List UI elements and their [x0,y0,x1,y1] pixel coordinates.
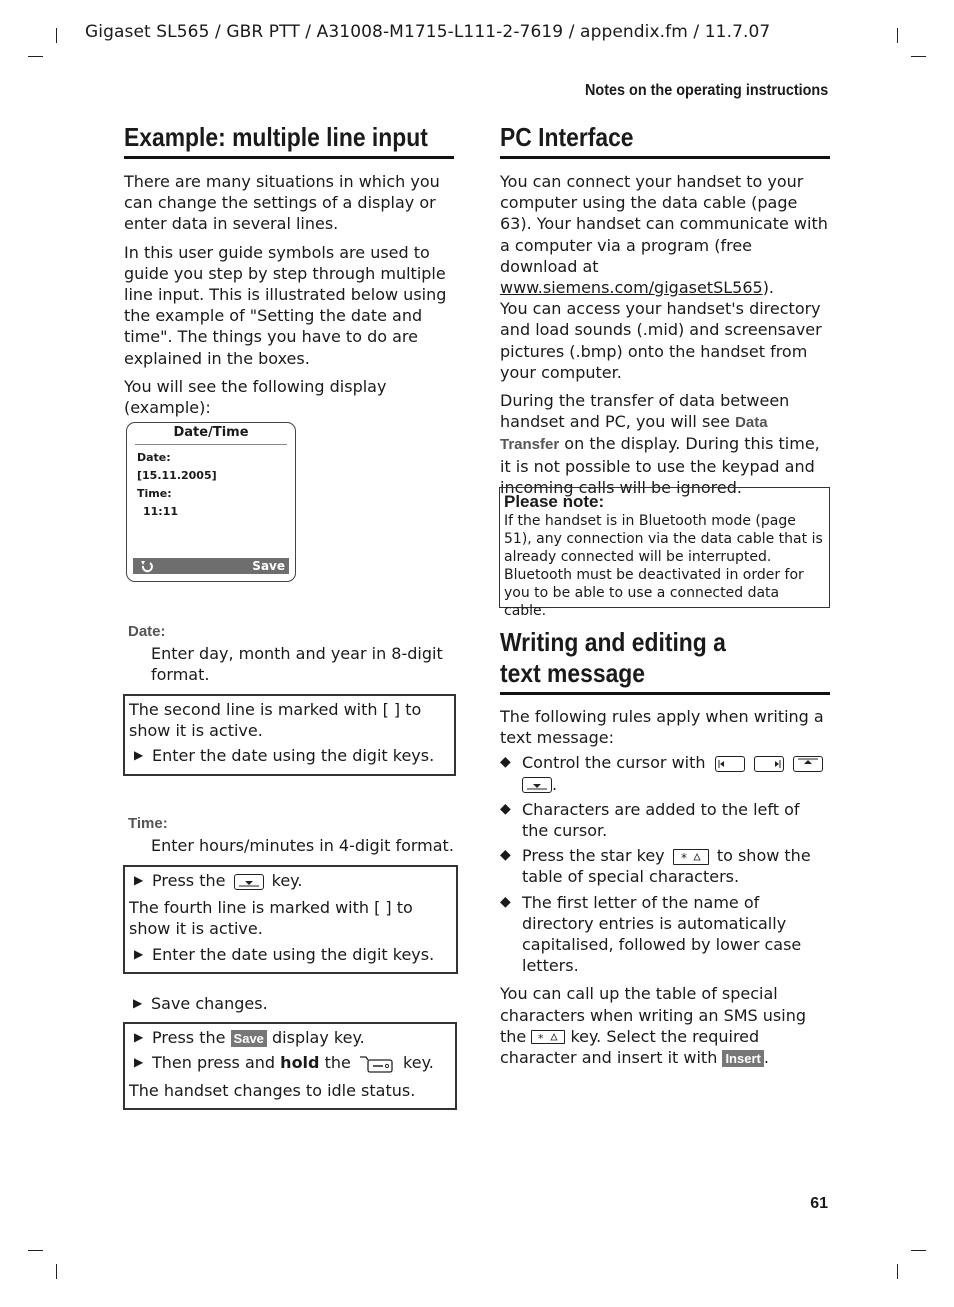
step-text: Then press and [152,1053,276,1073]
instruction-step [129,745,450,766]
nav-down-key-icon [234,874,264,890]
instruction-step [129,1052,451,1074]
right-column [500,122,830,498]
date-description: Enter day, month and year in 8-digit format. [151,644,443,685]
step-arrow-icon: ▶ [134,946,144,961]
please-note-box [499,487,830,619]
paragraph [500,171,830,298]
heading-writing-sms [500,627,790,689]
step-arrow-icon: ▶ [134,873,144,887]
step-text: key. [271,871,303,890]
save-changes-step [128,993,268,1014]
display-row: 11:11 [143,505,179,518]
bullet-item [500,845,830,887]
end-call-key-icon [358,1054,396,1074]
star-key-icon [673,849,709,865]
heading-multiple-line-input: Example: multiple line input [124,122,428,152]
display-softkey-bar [133,558,289,574]
back-arrow-icon [139,559,155,573]
step-text: Save changes. [151,994,268,1013]
insert-softkey-badge: Insert [722,1050,763,1067]
page-number: 61 [810,1195,828,1212]
display-title: Date/Time [173,425,249,440]
left-column [124,122,454,418]
text-span: ). [762,278,775,298]
paragraph: In this user guide symbols are used to guide you step by step through multiple line input. This is illustrated below using the example of "Setting the date and time". The things you have to do are explained in the boxes. [124,242,447,368]
text-span: You can connect your handset to your computer using the data cable (page 63). Your handset can communicate with a computer via a program (free download at [500,172,828,276]
step-text: Press the [152,871,226,890]
step-arrow-icon: ▶ [134,748,144,763]
text-span: You can call up the table of special characters when writing an SMS using the [500,984,806,1046]
step-arrow-icon: ▶ [133,996,143,1010]
crop-mark [56,28,57,43]
paragraph: There are many situations in which you can change the settings of a display or enter data in several lines. [124,172,440,234]
heading-pc-interface: PC Interface [500,122,634,152]
handset-display [126,422,296,582]
diamond-bullet-icon: ◆ [500,847,511,864]
bullet-text: to show the table of special characters. [522,846,811,887]
svg-text:*: * [538,1032,544,1044]
instruction-box-2 [123,865,458,974]
instruction-box-1 [123,694,456,776]
heading-line: text message [500,658,645,688]
bullet-item [500,799,830,841]
display-row: [15.11.2005] [137,469,217,482]
diamond-bullet-icon: ◆ [500,893,511,910]
box-text: The fourth line is marked with [ ] to show it is active. [129,898,413,939]
nav-left-key-icon [715,756,745,772]
paragraph: The following rules apply when writing a text message: [500,707,824,748]
crop-mark [911,56,926,57]
text-span: During the transfer of data between handset and PC, you will see [500,391,790,432]
step-arrow-icon: ▶ [134,1055,144,1070]
crop-mark [911,1250,926,1251]
step-text: the [324,1053,351,1073]
bullet-text: Control the cursor with [522,753,706,773]
instruction-step [129,944,452,965]
paragraph: You can access your handset's directory and load sounds (.mid) and screensaver pictures (.bmp) onto the handset from your computer. [500,299,822,382]
sms-section [500,627,830,1068]
running-head: Notes on the operating instructions [584,82,828,99]
time-label: Time: [128,815,168,832]
data-transfer-display-text: Data Transfer [500,414,768,454]
bullet-item: ◆ Control the cursor with . [500,752,830,794]
step-bold-text: hold [280,1053,320,1073]
save-softkey-label: Save [252,559,285,573]
instruction-box-3 [123,1022,457,1110]
nav-right-key-icon [754,756,784,772]
box-text: The second line is marked with [ ] to show it is active. [129,700,422,741]
display-row: Time: [137,487,172,500]
crop-mark [897,28,898,43]
text-span: on the display. During this time, it is not possible to use the keypad and incoming calls will be ignored. [500,434,820,497]
heading-line: Writing and editing a [500,627,726,657]
step-text: Press the [152,1028,226,1047]
bullet-text: Press the star key [522,846,665,866]
save-softkey-badge: Save [231,1030,267,1047]
crop-mark [897,1264,898,1279]
paragraph: You will see the following display (example): [124,376,387,418]
crop-mark [56,1264,57,1279]
note-title: Please note: [504,492,605,511]
svg-text:*: * [680,850,687,864]
step-text: key. [403,1053,434,1073]
note-text: If the handset is in Bluetooth mode (page 51), any connection via the data cable that is already connected will be interrupted. Bluetooth must be deactivated in order for you to be able to use a connected data cable. [504,513,823,619]
diamond-bullet-icon: ◆ [500,754,511,771]
crop-mark [28,56,43,57]
instruction-step [129,1027,451,1048]
time-description: Enter hours/minutes in 4-digit format. [151,836,454,855]
box-text: The handset changes to idle status. [129,1080,416,1100]
star-key-icon [531,1030,565,1044]
display-row: Date: [137,451,171,464]
step-text: Enter the date using the digit keys. [152,944,435,964]
date-label: Date: [128,623,166,640]
step-text: display key. [272,1028,365,1047]
crop-mark [28,1250,43,1251]
text-span: key. Select the required character and insert it with [500,1026,760,1068]
nav-down-key-icon [522,777,552,793]
bullet-text: The first letter of the name of directory entries is automatically capitalised, followed by lower case letters. [522,892,802,976]
bullet-text: Characters are added to the left of the cursor. [522,799,800,841]
step-arrow-icon: ▶ [134,1030,144,1044]
nav-up-key-icon [793,756,823,772]
file-info-header: Gigaset SL565 / GBR PTT / A31008-M1715-L111-2-7619 / appendix.fm / 11.7.07 [85,22,771,42]
paragraph: You can call up the table of special characters when writing an SMS using the * key. Select the required character and insert it with Insert . [500,984,806,1068]
diamond-bullet-icon: ◆ [500,800,511,817]
bullet-item [500,892,830,977]
download-link[interactable]: www.siemens.com/gigasetSL565 [500,278,763,298]
paragraph [500,390,830,498]
instruction-step [129,870,452,891]
step-text: Enter the date using the digit keys. [152,746,435,766]
